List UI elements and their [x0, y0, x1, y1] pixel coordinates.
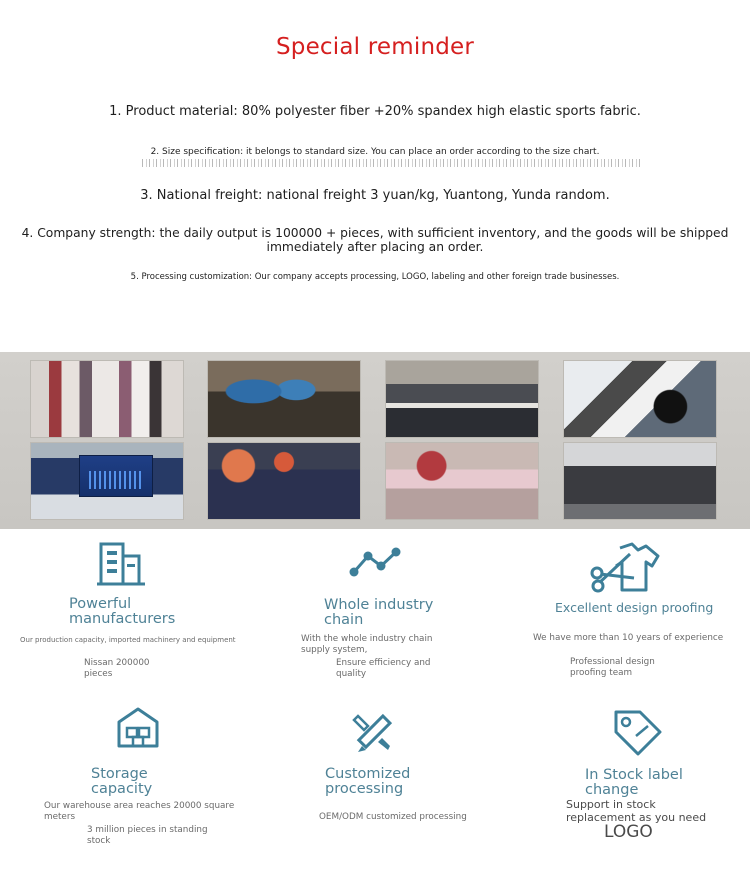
reminder-item-4: 4. Company strength: the daily output is 100000 + pieces, with sufficient inventory, and the goods will be shipped immediately after placing an order.	[21, 226, 729, 254]
office-team-photo	[563, 442, 717, 520]
factory-photo-gallery	[0, 352, 750, 529]
scissors-shirt-icon	[590, 540, 660, 596]
feature-description: Our warehouse area reaches 20000 square meters	[44, 801, 235, 822]
reminder-item-3: 3. National freight: national freight 3 yuan/kg, Yuantong, Yunda random.	[140, 188, 610, 203]
reminder-item-2: 2. Size specification: it belongs to standard size. You can place an order according to the size chart.	[150, 147, 600, 157]
monitor-bars	[89, 471, 141, 489]
feature-description: With the whole industry chain supply system,	[301, 634, 433, 655]
pencil-ruler-icon	[352, 712, 394, 754]
cutting-floor-photo	[385, 360, 539, 438]
logo-text: LOGO	[604, 822, 653, 842]
feature-description: Our production capacity, imported machinery and equipment	[20, 636, 236, 644]
warehouse-icon	[116, 706, 160, 748]
reminder-item-5: 5. Processing customization: Our company accepts processing, LOGO, labeling and other foreign trade businesses.	[130, 272, 620, 282]
showroom-photo	[30, 360, 184, 438]
chain-graph-icon	[349, 546, 401, 578]
sewing-machine-photo	[563, 360, 717, 438]
feature-title: Customized processing	[325, 766, 411, 797]
feature-detail: 3 million pieces in standing stock	[87, 825, 208, 846]
packing-workers-photo	[207, 442, 361, 520]
tag-icon	[612, 708, 664, 756]
feature-title: Storage capacity	[91, 766, 153, 797]
feature-title: Powerful manufacturers	[69, 596, 176, 627]
feature-detail: Ensure efficiency and quality	[336, 658, 431, 679]
page-title: Special reminder	[275, 34, 475, 60]
feature-detail: Nissan 200000 pieces	[84, 658, 150, 679]
feature-title: In Stock label change	[585, 767, 683, 798]
feature-description: Support in stock replacement as you need	[566, 798, 707, 824]
production-monitor-photo	[30, 442, 184, 520]
building-icon	[97, 540, 145, 588]
feature-description: We have more than 10 years of experience	[533, 633, 724, 643]
folding-station-photo	[385, 442, 539, 520]
faint-text-decoration	[142, 159, 642, 167]
feature-description: OEM/ODM customized processing	[319, 812, 467, 822]
feature-detail: Professional design proofing team	[570, 657, 655, 678]
design-office-photo	[207, 360, 361, 438]
feature-title: Whole industry chain	[324, 597, 434, 628]
feature-title: Excellent design proofing	[555, 600, 714, 615]
reminder-item-1: 1. Product material: 80% polyester fiber +20% spandex high elastic sports fabric.	[109, 104, 641, 119]
